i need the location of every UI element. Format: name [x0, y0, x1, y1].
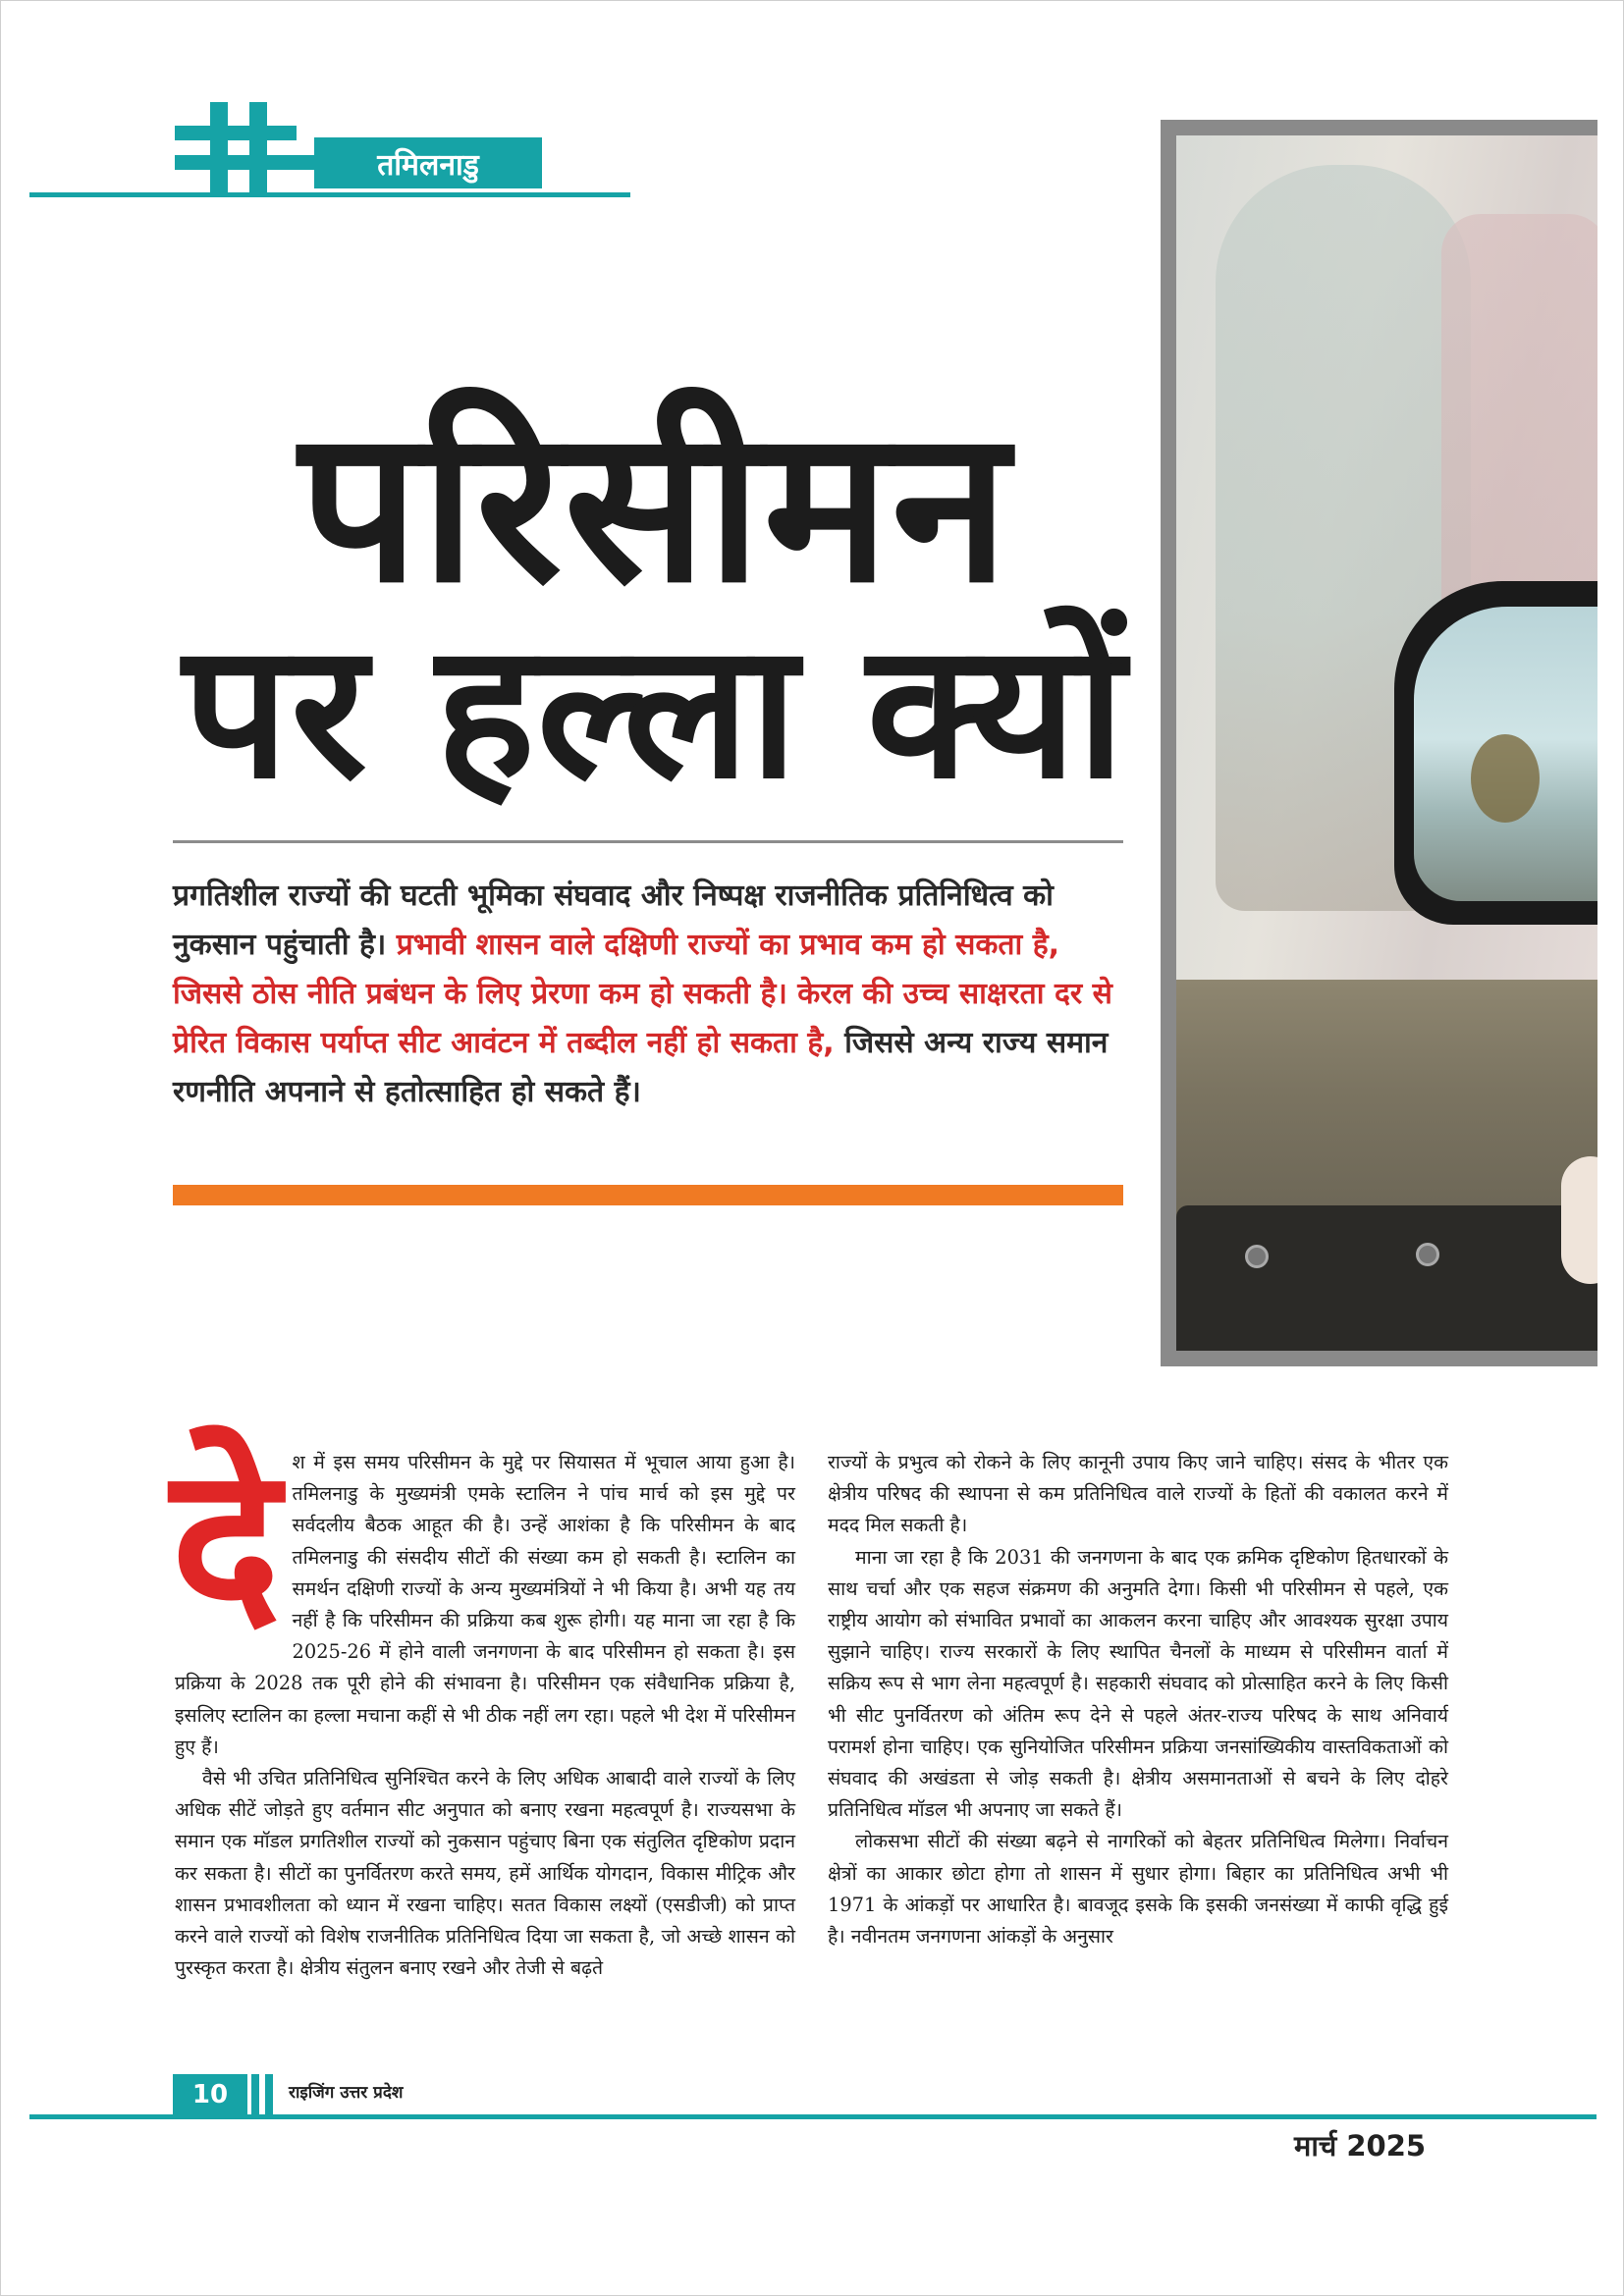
headline-divider [173, 840, 1123, 843]
page-number-stripe [265, 2074, 273, 2115]
photo-tree-reflection [1471, 734, 1540, 823]
article-photo [1176, 135, 1597, 1351]
photo-door-panel [1176, 1205, 1597, 1351]
article-column-left [171, 1421, 795, 1984]
section-tag [314, 137, 542, 188]
article-paragraph [171, 1421, 795, 1763]
footer-rule [29, 2114, 1597, 2119]
article-paragraph: राज्यों के प्रभुत्व को रोकने के लिए कानूनी उपाय किए जाने चाहिए। संसद के भीतर एक क्षेत्रीय परिषद की स्थापना से कम प्रतिनिधित्व वाले राज्यों के हितों की वकालत करने में मदद मिल सकती है। [828, 1451, 1448, 1537]
photo-screw [1245, 1245, 1269, 1268]
hash-mark-bar [249, 102, 267, 196]
photo-screw [1416, 1243, 1439, 1266]
hash-mark-bar [175, 126, 297, 140]
article-column-right [828, 1447, 1448, 1952]
section-tag-label: तमिलनाडु [377, 147, 479, 183]
page-number-stripe [251, 2074, 259, 2115]
headline-line-1: परिसीमन [298, 383, 1011, 629]
paragraph-text: श में इस समय परिसीमन के मुद्दे पर सियासत में भूचाल आया हुआ है। तमिलनाडु के मुख्यमंत्री एमके स्टालिन ने पांच मार्च को इस मुद्दे पर सर्वदलीय बैठक आहूत की है। उन्हें आशंका है कि परिसीमन के बाद तमिलनाडु की संसदीय सीटों की संख्या कम हो सकती है। स्टालिन का समर्थन दक्षिणी राज्यों के अन्य मुख्यमंत्रियों ने भी किया है। अभी यह तय नहीं है कि परिसीमन की प्रक्रिया कब शुरू होगी। यह माना जा रहा है कि 2025-26 में होने वाली जनगणना के बाद परिसीमन हो सकता है। इस प्रक्रिया के 2028 तक पूरी होने की संभावना है। परिसीमन एक संवैधानिक प्रक्रिया है, इसलिए स्टालिन का हल्ला मचाना कहीं से भी ठीक नहीं लग रहा। पहले भी देश में परिसीमन हुए हैं। [175, 1451, 795, 1758]
headline-line-2: पर हल्ला क्यों [183, 603, 1127, 820]
standfirst-outro: जिससे अन्य राज्य समान रणनीति अपनाने से हतोत्साहित हो सकते हैं। [173, 1026, 1109, 1109]
standfirst-highlight: प्रभावी शासन वाले दक्षिणी राज्यों का प्रभाव कम हो सकता है, जिससे ठोस नीति प्रबंधन के लिए प्रेरणा कम हो सकती है। केरल की उच्च साक्षरता दर से प्रेरित विकास पर्याप्त सीट आवंटन में तब्दील नहीं हो सकता है, [173, 928, 1112, 1060]
hash-mark-bar [175, 155, 314, 170]
article-paragraph: लोकसभा सीटों की संख्या बढ़ने से नागरिकों को बेहतर प्रतिनिधित्व मिलेगा। निर्वाचन क्षेत्रों का आकार छोटा होगा तो शासन में सुधार होगा। बिहार का प्रतिनिधित्व अभी भी 1971 के आंकड़ों पर आधारित है। बावजूद इसके कि इसकी जनसंख्या में काफी वृद्धि हुई है। नवीनतम जनगणना आंकड़ों के अनुसार [828, 1830, 1448, 1949]
publication-name: राइजिंग उत्तर प्रदेश [289, 2083, 404, 2103]
page-number: 10 [173, 2074, 247, 2115]
hash-mark-bar [210, 102, 228, 196]
section-tag-rule [29, 192, 630, 197]
standfirst-intro: प्रगतिशील राज्यों की घटती भूमिका संघवाद और निष्पक्ष राजनीतिक प्रतिनिधित्व को नुकसान पहुंचाती है। [173, 879, 1054, 962]
article-paragraph: वैसे भी उचित प्रतिनिधित्व सुनिश्चित करने के लिए अधिक आबादी वाले राज्यों के लिए अधिक सीटें जोड़ते हुए वर्तमान सीट अनुपात को बनाए रखना महत्वपूर्ण है। राज्यसभा के समान एक मॉडल प्रगतिशील राज्यों को नुकसान पहुंचाए बिना एक संतुलित दृष्टिकोण प्रदान कर सकता है। सीटों का पुनर्वितरण करते समय, हमें आर्थिक योगदान, विकास मीट्रिक और शासन प्रभावशीलता को ध्यान में रखना चाहिए। सतत विकास लक्ष्यों (एसडीजी) को प्राप्त करने वाले राज्यों को विशेष राजनीतिक प्रतिनिधित्व दिया जा सकता है, जो अच्छे शासन को पुरस्कृत करता है। क्षेत्रीय संतुलन बनाए रखने और तेजी से बढ़ते [175, 1767, 795, 1980]
accent-bar [173, 1185, 1123, 1205]
article-paragraph: माना जा रहा है कि 2031 की जनगणना के बाद एक क्रमिक दृष्टिकोण हितधारकों के साथ चर्चा और एक सहज संक्रमण की अनुमति देगा। किसी भी परिसीमन से पहले, एक राष्ट्रीय आयोग को संभावित प्रभावों का आकलन करना चाहिए और आवश्यक सुरक्षा उपाय सुझाने चाहिए। राज्य सरकारों के लिए स्थापित चैनलों के माध्यम से परिसीमन वार्ता में सक्रिय रूप से भाग लेना महत्वपूर्ण है। सहकारी संघवाद को प्रोत्साहित करने के लिए किसी भी सीट पुनर्वितरण को अंतिम रूप देने से पहले अंतर-राज्य परिषद के साथ अनिवार्य परामर्श होना चाहिए। एक सुनियोजित परिसीमन प्रक्रिया जनसांख्यिकीय वास्तविकताओं को संघवाद की अखंडता से जोड़ सकती है। क्षेत्रीय असमानताओं से बचने के लिए दोहरे प्रतिनिधित्व मॉडल भी अपनाए जा सकते हैं। [828, 1545, 1448, 1822]
photo-hand [1561, 1156, 1597, 1284]
issue-date: मार्च 2025 [1294, 2129, 1427, 2163]
standfirst [173, 872, 1123, 1117]
drop-cap: दे [171, 1421, 281, 1662]
